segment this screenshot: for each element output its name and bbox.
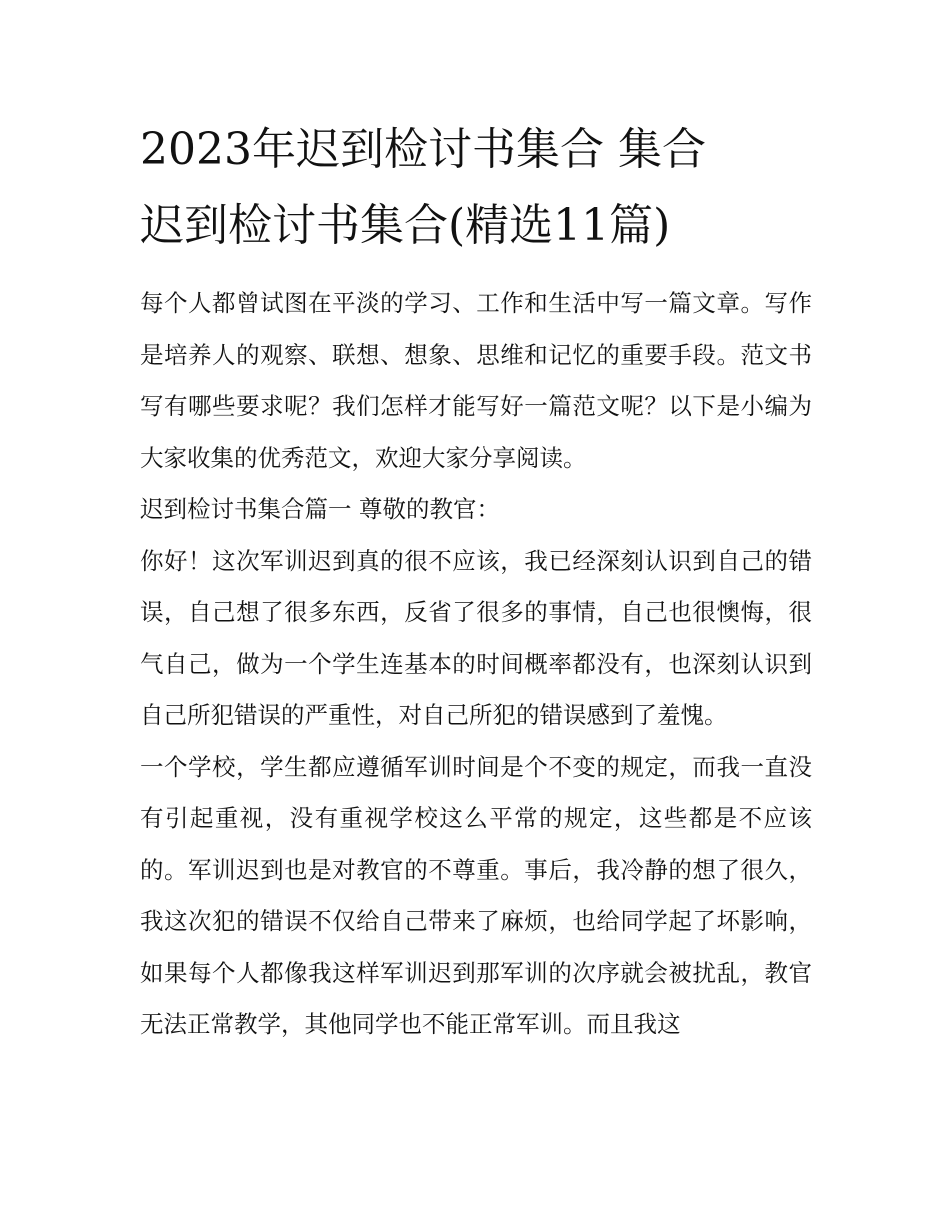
section-heading-paragraph: 迟到检讨书集合篇一 尊敬的教官： bbox=[140, 495, 500, 523]
body-paragraph-1: 你好！这次军训迟到真的很不应该，我已经深刻认识到自己的错误，自己想了很多东西，反省了很多的事情，自己也很懊悔，很气自己，做为一个学生连基本的时间概率都没有，也深刻认识到自己所犯错误的严重性，对自己所犯的错误感到了羞愧。 bbox=[140, 546, 812, 729]
body-paragraph-2: 一个学校，学生都应遵循军训时间是个不变的规定，而我一直没有引起重视，没有重视学校这么平常的规定，这些都是不应该的。军训迟到也是对教官的不尊重。事后，我冷静的想了很久，我这次犯的错误不仅给自己带来了麻烦，也给同学起了坏影响，如果每个人都像我这样军训迟到那军训的次序就会被扰乱，教官无法正常教学，其他同学也不能正常军训。而且我这 bbox=[140, 752, 812, 1038]
document-body bbox=[140, 278, 812, 1051]
document-title bbox=[140, 112, 812, 264]
title-line-2: 迟到检讨书集合(精选11篇) bbox=[140, 200, 671, 251]
title-line-1: 2023年迟到检讨书集合 集合 bbox=[140, 124, 706, 175]
intro-paragraph: 每个人都曾试图在平淡的学习、工作和生活中写一篇文章。写作是培养人的观察、联想、想象、思维和记忆的重要手段。范文书写有哪些要求呢？我们怎样才能写好一篇范文呢？以下是小编为大家收集的优秀范文，欢迎大家分享阅读。 bbox=[140, 289, 812, 472]
document-page bbox=[140, 112, 812, 1051]
